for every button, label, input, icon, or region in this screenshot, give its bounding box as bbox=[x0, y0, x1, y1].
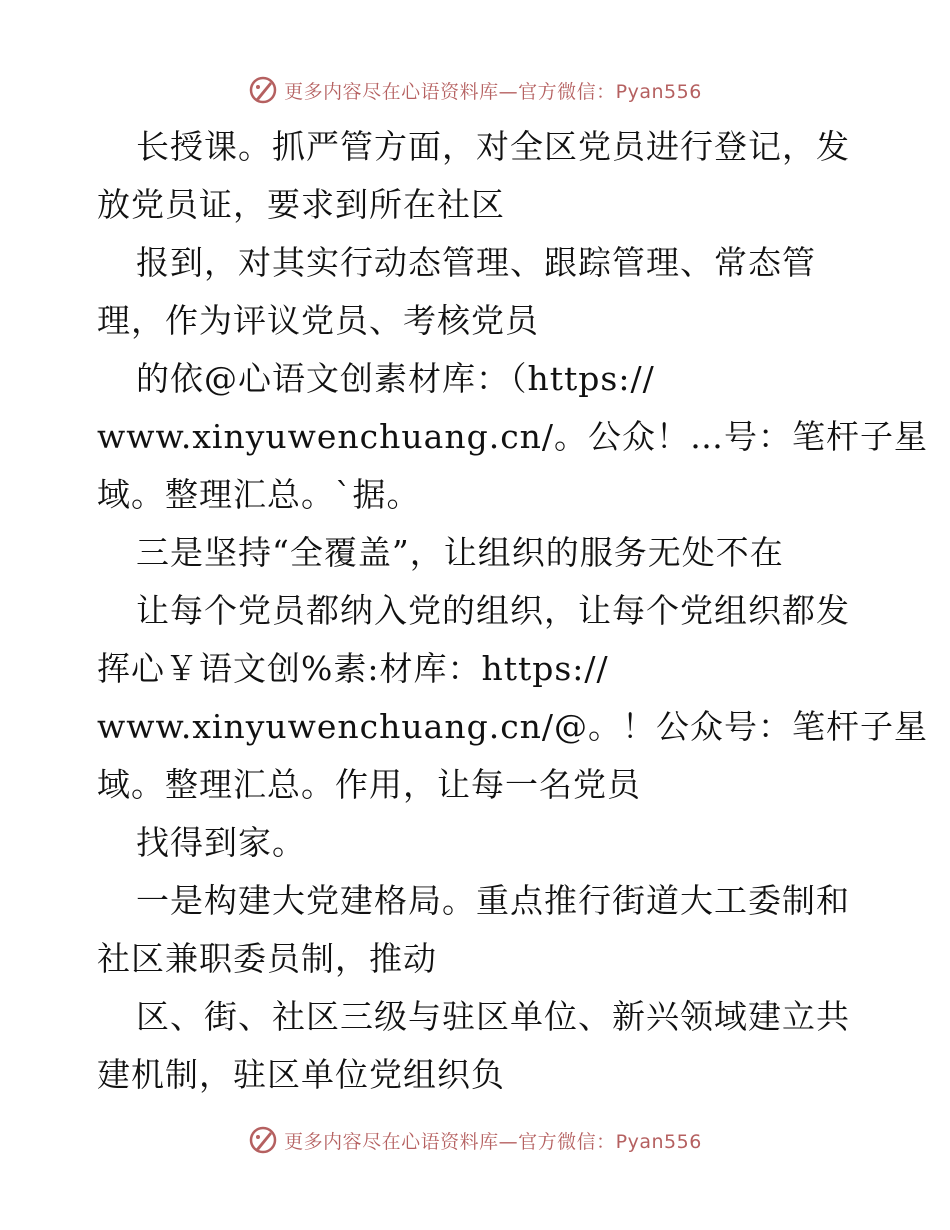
text-line: 社区兼职委员制，推动 bbox=[97, 939, 437, 978]
text-line: 挥心￥语文创%素:材库：https:// bbox=[97, 649, 609, 688]
text-line: 一是构建大党建格局。重点推行街道大工委制和 bbox=[136, 881, 850, 920]
quill-logo-icon bbox=[248, 75, 278, 105]
text-line: 找得到家。 bbox=[136, 823, 306, 862]
footer-banner bbox=[0, 1120, 950, 1160]
document-body bbox=[97, 118, 929, 1104]
text-line: 长授课。抓严管方面，对全区党员进行登记，发 bbox=[136, 127, 850, 166]
text-line: 区、街、社区三级与驻区单位、新兴领域建立共 bbox=[136, 997, 850, 1036]
text-line: 域。整理汇总。作用，让每一名党员 bbox=[97, 765, 641, 804]
text-line: 的依@心语文创素材库：（https:// bbox=[136, 359, 655, 398]
quill-logo-icon bbox=[248, 1125, 278, 1155]
text-line: www.xinyuwenchuang.cn/。公众！…号：笔杆子星 bbox=[97, 417, 929, 456]
text-line: 放党员证，要求到所在社区 bbox=[97, 185, 505, 224]
text-line: 三是坚持“全覆盖”，让组织的服务无处不在 bbox=[136, 533, 784, 572]
footer-banner-text: 更多内容尽在心语资料库—官方微信：Pyan556 bbox=[284, 1130, 702, 1153]
text-line: 理，作为评议党员、考核党员 bbox=[97, 301, 539, 340]
header-banner bbox=[0, 70, 950, 110]
text-line: www.xinyuwenchuang.cn/@。！公众号：笔杆子星 bbox=[97, 707, 929, 746]
header-banner-text: 更多内容尽在心语资料库—官方微信：Pyan556 bbox=[284, 80, 702, 103]
text-line: 让每个党员都纳入党的组织，让每个党组织都发 bbox=[136, 591, 850, 630]
text-line: 域。整理汇总。`据。 bbox=[97, 475, 421, 514]
text-line: 报到，对其实行动态管理、跟踪管理、常态管 bbox=[136, 243, 816, 282]
text-line: 建机制，驻区单位党组织负 bbox=[97, 1055, 505, 1094]
